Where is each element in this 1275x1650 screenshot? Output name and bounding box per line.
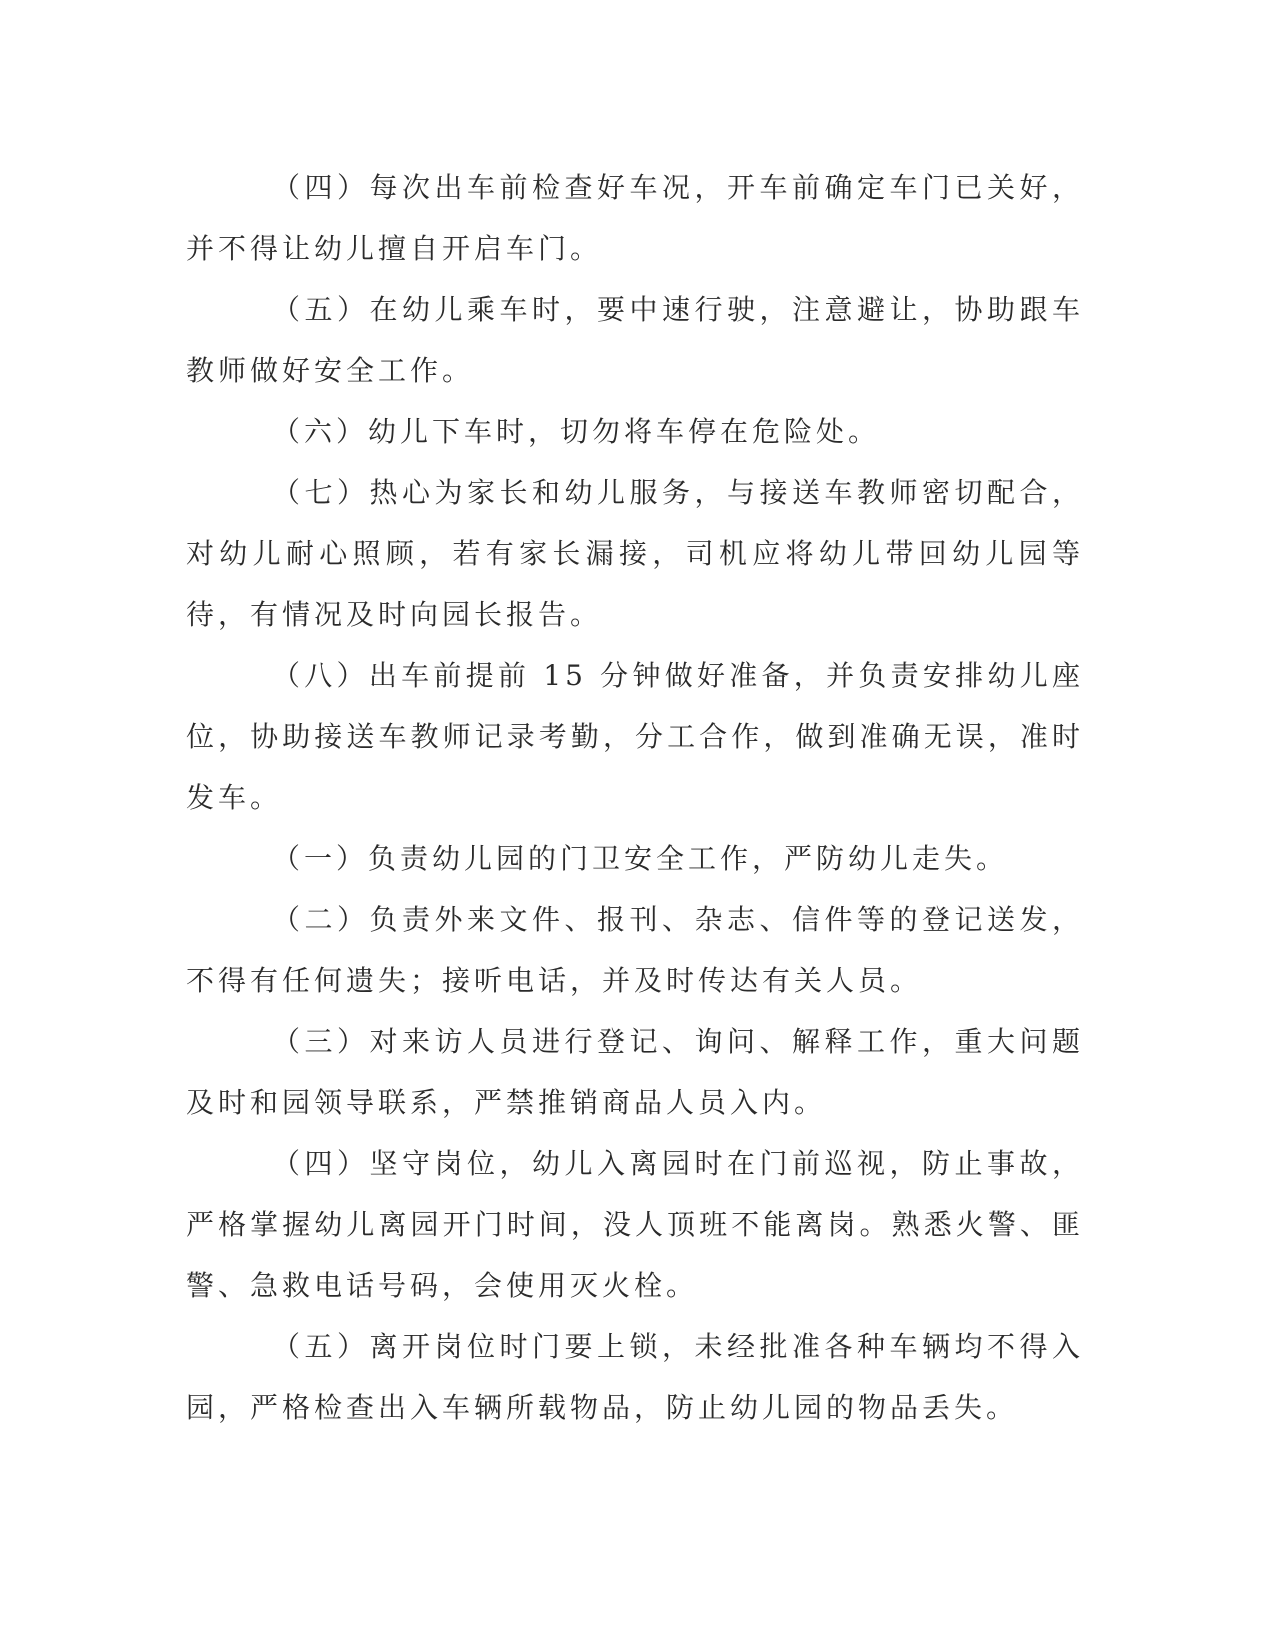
- paragraph-driver-8: （八）出车前提前 15 分钟做好准备，并负责安排幼儿座位，协助接送车教师记录考勤，分工合作，做到准确无误，准时发车。: [186, 659, 1084, 814]
- document-body: [186, 157, 1084, 1438]
- paragraph-driver-6: （六）幼儿下车时，切勿将车停在危险处。: [272, 415, 881, 448]
- paragraph-driver-4: （四）每次出车前检查好车况，开车前确定车门已关好，并不得让幼儿擅自开启车门。: [186, 171, 1084, 265]
- paragraph-guard-3: （三）对来访人员进行登记、询问、解释工作，重大问题及时和园领导联系，严禁推销商品人员入内。: [186, 1025, 1084, 1119]
- paragraph-guard-5: （五）离开岗位时门要上锁，未经批准各种车辆均不得入园，严格检查出入车辆所载物品，防止幼儿园的物品丢失。: [186, 1330, 1084, 1424]
- paragraph-guard-1: （一）负责幼儿园的门卫安全工作，严防幼儿走失。: [272, 842, 1009, 875]
- paragraph-driver-7: （七）热心为家长和幼儿服务，与接送车教师密切配合，对幼儿耐心照顾，若有家长漏接，司机应将幼儿带回幼儿园等待，有情况及时向园长报告。: [186, 476, 1084, 631]
- paragraph-driver-5: （五）在幼儿乘车时，要中速行驶，注意避让，协助跟车教师做好安全工作。: [186, 293, 1084, 387]
- paragraph-guard-2: （二）负责外来文件、报刊、杂志、信件等的登记送发，不得有任何遗失；接听电话，并及时传达有关人员。: [186, 903, 1084, 997]
- paragraph-guard-4: （四）坚守岗位，幼儿入离园时在门前巡视，防止事故，严格掌握幼儿离园开门时间，没人顶班不能离岗。熟悉火警、匪警、急救电话号码，会使用灭火栓。: [186, 1147, 1084, 1302]
